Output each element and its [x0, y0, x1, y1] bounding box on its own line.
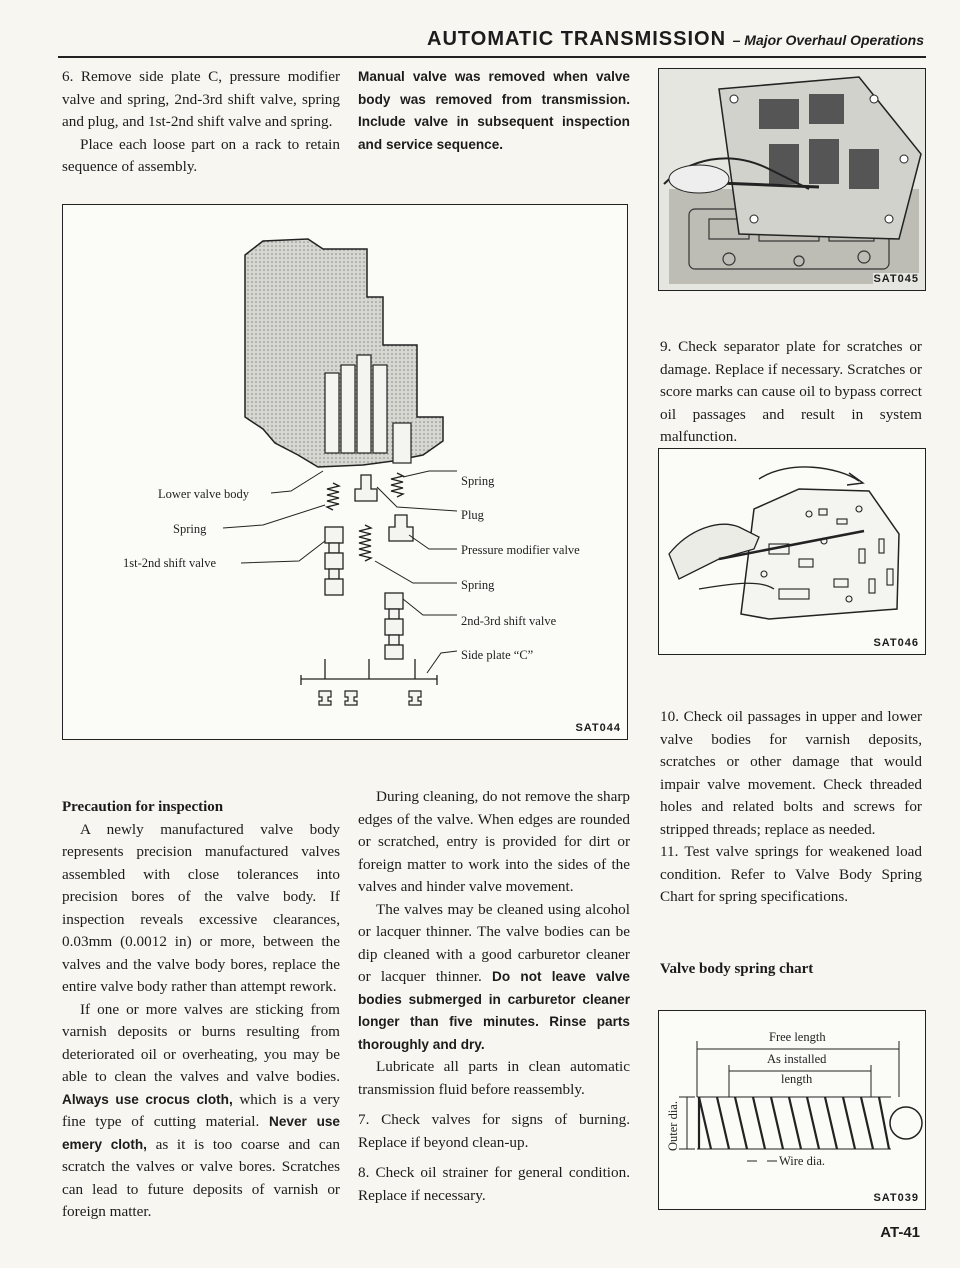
label-spring-top: Spring [461, 474, 495, 488]
step-11-text: 11. Test valve springs for weakened load condition. Refer to Valve Body Spring Chart for spring specifications. [660, 843, 922, 905]
label-plug: Plug [461, 508, 484, 522]
header-subtitle: – Major Overhaul Operations [732, 32, 924, 48]
spring-coil-shape [697, 1097, 891, 1149]
label-shift-12: 1st-2nd shift valve [123, 556, 217, 570]
label-outer-dia: Outer dia. [666, 1101, 680, 1151]
side-plate-shape [301, 659, 437, 685]
label-spring-left: Spring [173, 522, 207, 536]
shift-valve-23-shape [385, 593, 403, 659]
cleaning-section [358, 786, 630, 1207]
header-rule [58, 56, 926, 58]
label-pressure-modifier: Pressure modifier valve [461, 543, 580, 557]
manual-valve-note-text: Manual valve was removed when valve body was removed from transmission. Include valve in subsequent inspection and service sequence. [358, 69, 630, 152]
label-length: length [781, 1072, 813, 1086]
figure-sat045 [658, 68, 926, 291]
step-6-block [62, 66, 340, 179]
page-header [60, 28, 924, 51]
figure-sat044 [62, 204, 628, 740]
step-6-note: Place each loose part on a rack to retain sequence of assembly. [62, 135, 340, 175]
cleaning-para-2a: The valves may be cleaned using alcohol or lacquer thinner. The valve bodies can be dip cleaned with a good carburetor cleaner or lacquer thinner. [358, 900, 630, 985]
label-side-plate: Side plate “C” [461, 648, 534, 662]
spring-chart-heading-block [660, 958, 922, 981]
label-shift-23: 2nd-3rd shift valve [461, 614, 557, 628]
step-9-block [660, 336, 922, 449]
precaution-para-2e: as it is too coarse and can scratch the valves or valve bores. Scratches can lead to future deposits of varnish or foreign matter. [62, 1135, 341, 1220]
precaution-para-2c: which is a very fine type of cutting material. [62, 1090, 341, 1130]
valve-exploded-diagram [63, 205, 627, 739]
header-title: AUTOMATIC TRANSMISSION [427, 28, 727, 50]
precaution-para-2 [62, 999, 340, 1224]
shift-valve-12-shape [325, 527, 343, 595]
label-free-length: Free length [769, 1030, 826, 1044]
figure-sat046 [658, 448, 926, 655]
label-wire-dia: Wire dia. [779, 1154, 826, 1168]
step-6-text: 6. Remove side plate C, pressure modifier valve and spring, 2nd-3rd shift valve, spring and plug, and 1st-2nd shift valve and spring. [62, 68, 340, 130]
precaution-para-2a: If one or more valves are sticking from varnish deposits or burns resulting from deteriorated oil or overheating, you may be able to clean the valves and valve bodies. [62, 1000, 340, 1085]
spring-left-shape [327, 483, 339, 510]
pressure-modifier-shape [389, 515, 413, 541]
precaution-section [62, 796, 340, 1224]
label-spring-mid: Spring [461, 578, 495, 592]
step-7-text: 7. Check valves for signs of burning. Replace if beyond clean-up. [358, 1111, 630, 1151]
figure-code-sat039: SAT039 [873, 1192, 919, 1204]
cleaning-para-2b: Do not leave valve bodies submerged in carburetor cleaner longer than five minutes. Rinse parts thoroughly and dry. [358, 969, 630, 1052]
precaution-heading: Precaution for inspection [62, 799, 224, 815]
step-8-text: 8. Check oil strainer for general condition. Replace if necessary. [358, 1164, 630, 1204]
precaution-para-2b: Always use crocus cloth, [62, 1091, 233, 1107]
step-9-text: 9. Check separator plate for scratches or damage. Replace if necessary. Scratches or score marks can cause oil to bypass correct oil passages and result in system malfunction. [660, 338, 922, 445]
precaution-para-1: A newly manufactured valve body represents precision manufactured valves assembled with close tolerances into precision bores of the valve body. If inspection reveals excessive clearances, 0.03mm (0.0012 in) or more, between the valves and the valve body bores, replace the entire valve body rather than attempt rework. [62, 820, 340, 995]
cleaning-para-2 [358, 899, 630, 1057]
cleaning-para-3: Lubricate all parts in clean automatic transmission fluid before reassembly. [358, 1058, 630, 1098]
page-number: AT-41 [880, 1224, 920, 1241]
separator-plate-illustration [659, 449, 925, 654]
figure-code-sat044: SAT044 [575, 722, 621, 734]
spring-top-shape [391, 473, 403, 497]
steps-10-11-block [660, 706, 922, 909]
spring-chart-diagram [659, 1011, 925, 1209]
valve-body-photo-illustration [659, 69, 925, 290]
manual-valve-note [358, 66, 630, 156]
figure-code-sat045: SAT045 [873, 273, 919, 285]
cleaning-para-1: During cleaning, do not remove the sharp edges of the valve. When edges are rounded or scratched, entry is provided for dirt or foreign matter to work into the sides of the valves and hinder valve movement. [358, 788, 630, 895]
spring-mid-shape [359, 525, 371, 561]
spring-end-view [890, 1107, 922, 1139]
spring-chart-heading: Valve body spring chart [660, 961, 814, 977]
label-lower-valve-body: Lower valve body [158, 487, 249, 501]
figure-sat039 [658, 1010, 926, 1210]
step-10-text: 10. Check oil passages in upper and lower valve bodies for varnish deposits, scratches or other damage that would impair valve movement. Check threaded holes and related bolts and screws for stripped threads; replace as needed. [660, 708, 922, 838]
precaution-para-2d: Never use emery cloth, [62, 1114, 340, 1152]
plug-shape [355, 475, 377, 501]
label-as-installed: As installed [767, 1052, 827, 1066]
figure-code-sat046: SAT046 [873, 637, 919, 649]
